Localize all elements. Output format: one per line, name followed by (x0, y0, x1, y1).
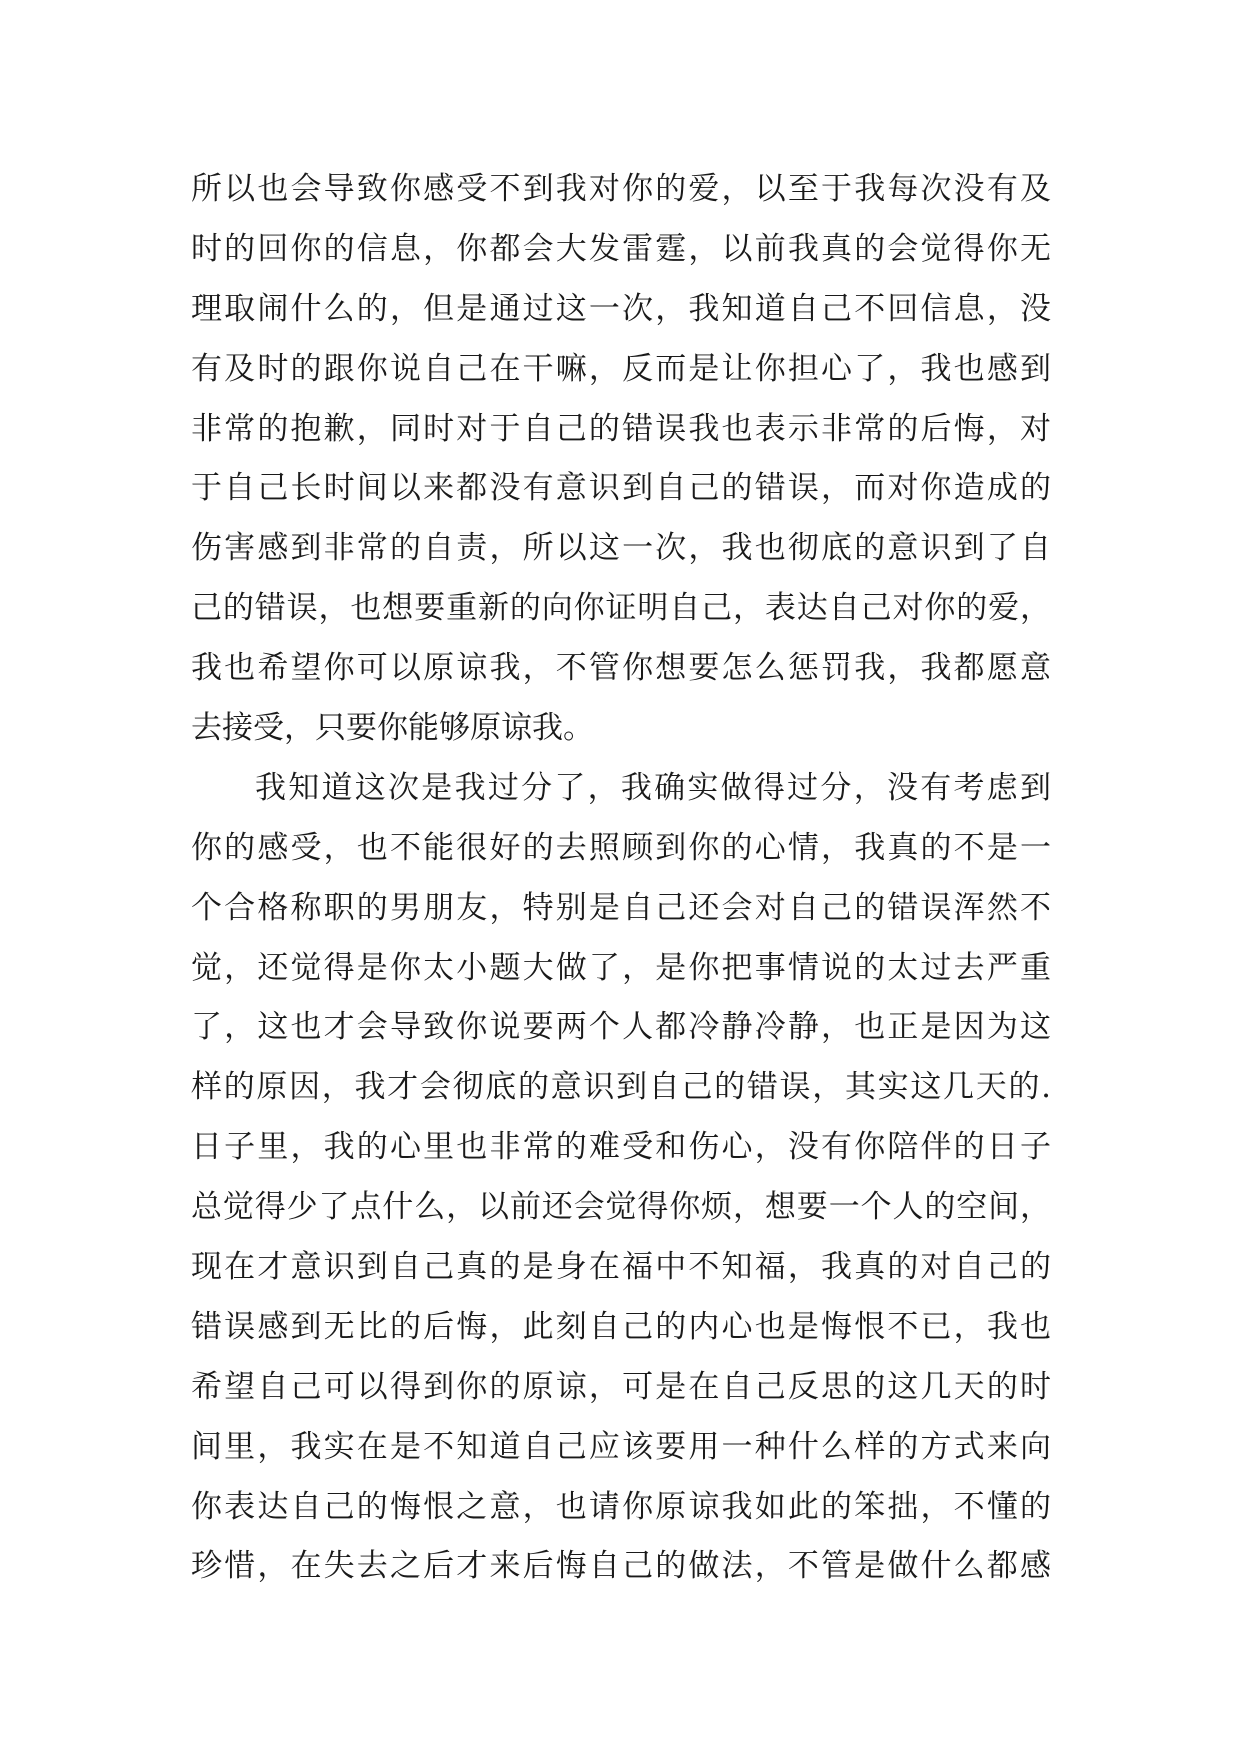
text-line: 所以也会导致你感受不到我对你的爱，以至于我每次没有及 (191, 171, 1051, 207)
text-line: 错误感到无比的后悔，此刻自己的内心也是悔恨不已，我也 (191, 1308, 1051, 1345)
text-line: 己的错误，也想要重新的向你证明自己，表达自己对你的爱， (191, 590, 1051, 627)
text-line: 有及时的跟你说自己在干嘛，反而是让你担心了，我也感到 (191, 350, 1051, 387)
text-line-paragraph-end: 去接受，只要你能够原谅我。 (191, 710, 594, 747)
text-line: 日子里，我的心里也非常的难受和伤心，没有你陪伴的日子 (191, 1129, 1051, 1166)
text-line: 我也希望你可以原谅我，不管你想要怎么惩罚我，我都愿意 (191, 650, 1051, 687)
text-line: 非常的抱歉，同时对于自己的错误我也表示非常的后悔，对 (191, 410, 1051, 447)
body-text (191, 160, 1051, 1597)
text-line: 珍惜，在失去之后才来后悔自己的做法，不管是做什么都感 (191, 1548, 1051, 1585)
text-line: 间里，我实在是不知道自己应该要用一种什么样的方式来向 (191, 1428, 1051, 1465)
text-line: 了，这也才会导致你说要两个人都冷静冷静，也正是因为这 (191, 1009, 1051, 1046)
text-line-paragraph-start: 我知道这次是我过分了，我确实做得过分，没有考虑到 (255, 769, 1051, 806)
text-line: 伤害感到非常的自责，所以这一次，我也彻底的意识到了自 (191, 530, 1051, 567)
text-line: 你的感受，也不能很好的去照顾到你的心情，我真的不是一 (191, 829, 1051, 866)
text-line: 个合格称职的男朋友，特别是自己还会对自己的错误浑然不 (191, 889, 1051, 926)
text-line: 希望自己可以得到你的原谅，可是在自己反思的这几天的时 (191, 1368, 1051, 1405)
text-line: 现在才意识到自己真的是身在福中不知福，我真的对自己的 (191, 1249, 1051, 1286)
text-line: 时的回你的信息，你都会大发雷霆，以前我真的会觉得你无 (191, 230, 1051, 267)
text-line: 你表达自己的悔恨之意，也请你原谅我如此的笨拙，不懂的 (191, 1488, 1051, 1525)
text-line: 觉，还觉得是你太小题大做了，是你把事情说的太过去严重 (191, 949, 1051, 986)
text-line: 样的原因，我才会彻底的意识到自己的错误，其实这几天的. (191, 1069, 1051, 1106)
text-line: 理取闹什么的，但是通过这一次，我知道自己不回信息，没 (191, 290, 1051, 327)
text-line: 于自己长时间以来都没有意识到自己的错误，而对你造成的 (191, 470, 1051, 507)
text-line: 总觉得少了点什么，以前还会觉得你烦，想要一个人的空间， (191, 1189, 1051, 1226)
